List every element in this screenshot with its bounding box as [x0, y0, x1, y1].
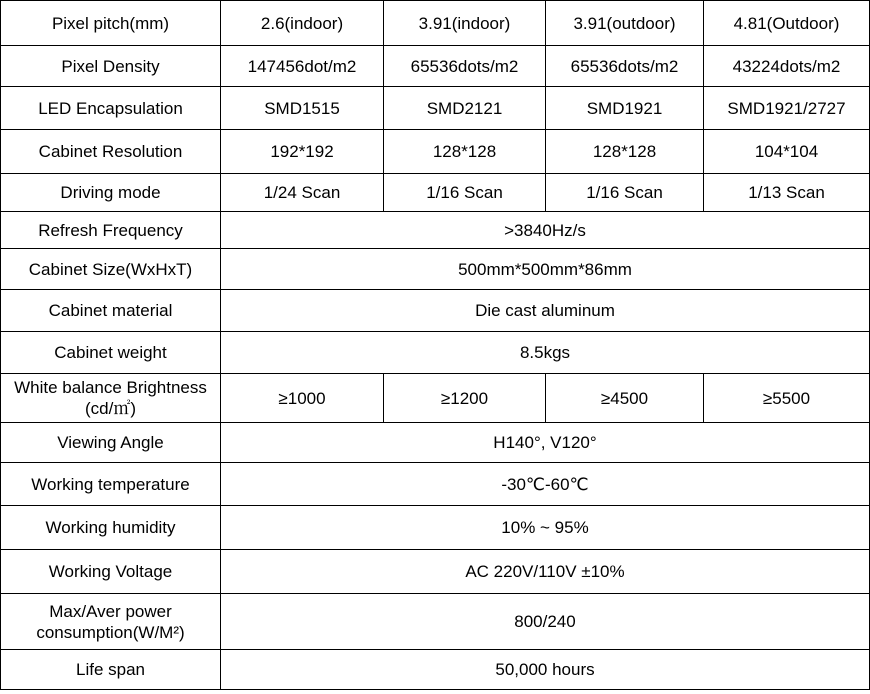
table-cell: SMD1921/2727: [704, 87, 870, 130]
table-row-viewing-angle: [1, 423, 870, 463]
table-row-cabinet-size: [1, 249, 870, 290]
table-row-life-span: [1, 650, 870, 690]
row-label: Cabinet Size(WxHxT): [1, 249, 221, 290]
table-cell: 147456dot/m2: [221, 46, 384, 87]
table-cell: ≥1200: [384, 374, 546, 423]
table-row-power-consumption: [1, 594, 870, 650]
table-row-cabinet-resolution: [1, 130, 870, 174]
table-cell: 800/240: [221, 594, 870, 650]
table-cell: 1/24 Scan: [221, 174, 384, 212]
table-row-pixel-pitch: [1, 1, 870, 46]
table-cell: SMD1515: [221, 87, 384, 130]
table-cell: 104*104: [704, 130, 870, 174]
table-cell: 3.91(outdoor): [546, 1, 704, 46]
row-label: Pixel Density: [1, 46, 221, 87]
table-row-cabinet-weight: [1, 332, 870, 374]
table-cell: ≥5500: [704, 374, 870, 423]
table-cell: 50,000 hours: [221, 650, 870, 690]
table-cell: 1/13 Scan: [704, 174, 870, 212]
row-label-line: consumption(W/M²): [36, 622, 185, 642]
table-row-refresh-frequency: [1, 212, 870, 249]
row-label: Viewing Angle: [1, 423, 221, 463]
table-cell: ≥4500: [546, 374, 704, 423]
row-label: Cabinet weight: [1, 332, 221, 374]
table-row-working-humidity: [1, 506, 870, 550]
row-label-line: (cd/㎡): [85, 399, 136, 418]
table-cell: 10% ~ 95%: [221, 506, 870, 550]
table-row-white-balance-brightness: [1, 374, 870, 423]
row-label: Life span: [1, 650, 221, 690]
table-cell: 3.91(indoor): [384, 1, 546, 46]
row-label: LED Encapsulation: [1, 87, 221, 130]
table-cell: -30℃-60℃: [221, 463, 870, 506]
table-row-cabinet-material: [1, 290, 870, 332]
row-label: Working Voltage: [1, 550, 221, 594]
table-cell: SMD1921: [546, 87, 704, 130]
table-cell: 1/16 Scan: [546, 174, 704, 212]
table-cell: >3840Hz/s: [221, 212, 870, 249]
table-cell: 192*192: [221, 130, 384, 174]
table-cell: 128*128: [546, 130, 704, 174]
table-cell: 500mm*500mm*86mm: [221, 249, 870, 290]
table-cell: 65536dots/m2: [546, 46, 704, 87]
table-row-working-voltage: [1, 550, 870, 594]
row-label: Working temperature: [1, 463, 221, 506]
table-row-driving-mode: [1, 174, 870, 212]
table-cell: 65536dots/m2: [384, 46, 546, 87]
row-label: Refresh Frequency: [1, 212, 221, 249]
table-cell: SMD2121: [384, 87, 546, 130]
table-cell: H140°, V120°: [221, 423, 870, 463]
table-cell: 128*128: [384, 130, 546, 174]
table-row-pixel-density: [1, 46, 870, 87]
table-cell: 1/16 Scan: [384, 174, 546, 212]
row-label: Cabinet material: [1, 290, 221, 332]
row-label-line: White balance Brightness: [14, 378, 207, 397]
row-label: Working humidity: [1, 506, 221, 550]
table-cell: ≥1000: [221, 374, 384, 423]
row-label: [1, 374, 221, 423]
table-cell: 4.81(Outdoor): [704, 1, 870, 46]
row-label: Pixel pitch(mm): [1, 1, 221, 46]
table-row-led-encapsulation: [1, 87, 870, 130]
table-cell: 43224dots/m2: [704, 46, 870, 87]
table-cell: 8.5kgs: [221, 332, 870, 374]
row-label: [1, 594, 221, 650]
table-row-working-temperature: [1, 463, 870, 506]
table-cell: Die cast aluminum: [221, 290, 870, 332]
row-label: Driving mode: [1, 174, 221, 212]
row-label-line: Max/Aver power: [49, 601, 172, 621]
row-label: Cabinet Resolution: [1, 130, 221, 174]
table-cell: 2.6(indoor): [221, 1, 384, 46]
table-cell: AC 220V/110V ±10%: [221, 550, 870, 594]
